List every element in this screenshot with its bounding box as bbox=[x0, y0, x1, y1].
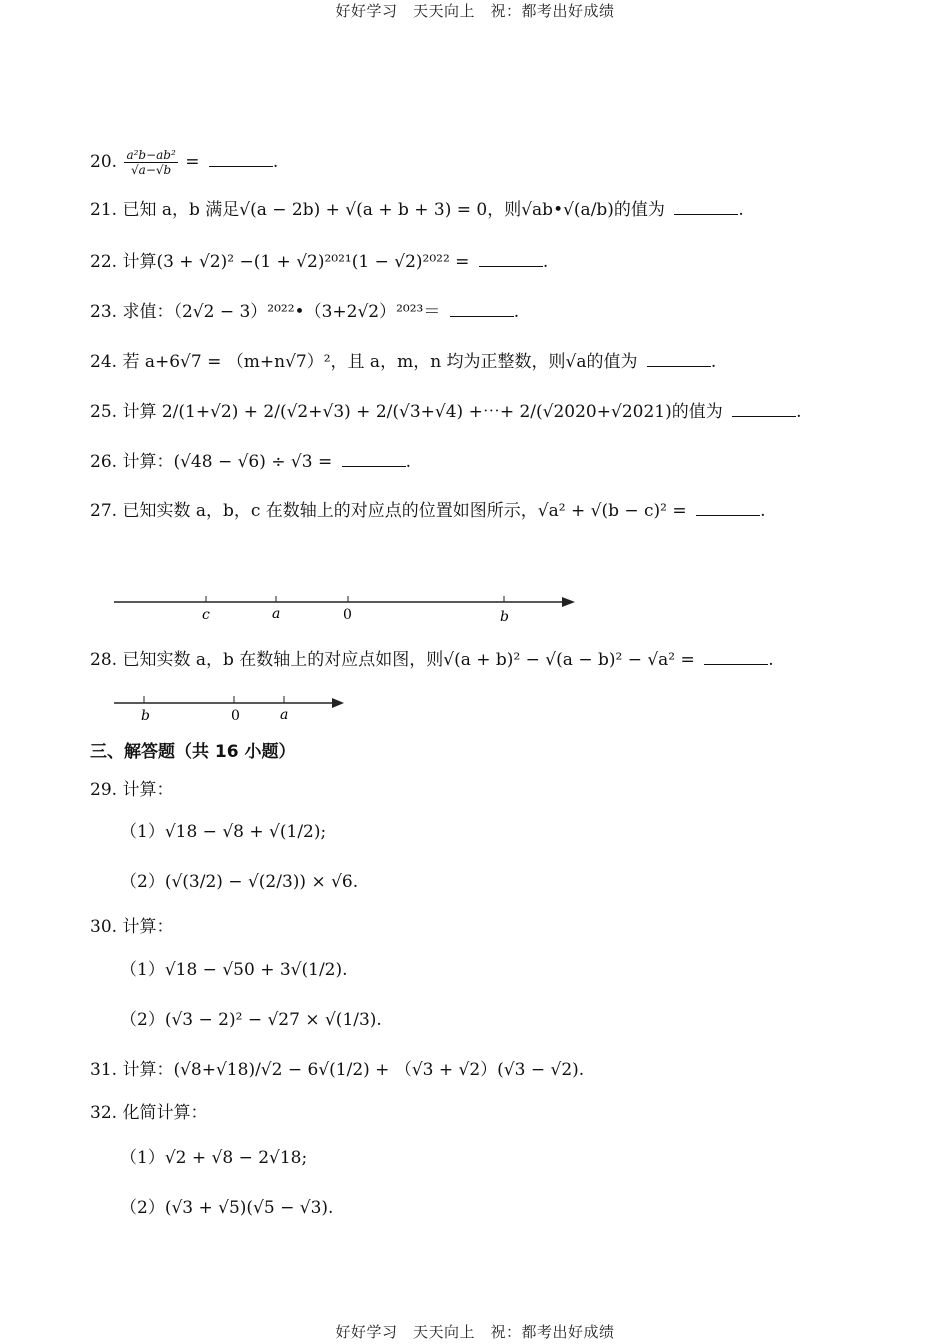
question-21: 21. 已知 a，b 满足√(a − 2b) + √(a + b + 3) = 0，则√ab•√(a/b)的值为 . bbox=[90, 200, 744, 220]
problem-30-part-2: （2）(√3 − 2)² − √27 × √(1/3). bbox=[120, 1010, 382, 1030]
fraction: $\frac{\text{a²b−ab²}}{√a-√b}$ bbox=[126, 148, 176, 177]
problem-32: 32. 化简计算： bbox=[90, 1103, 208, 1123]
answer-blank bbox=[732, 402, 796, 417]
label-a: a bbox=[280, 707, 289, 723]
problem-30: 30. 计算： bbox=[90, 917, 174, 937]
problem-32-part-1: （1）√2 + √8 − 2√18; bbox=[120, 1148, 308, 1168]
label-b: b bbox=[141, 708, 150, 724]
label-c: c bbox=[202, 607, 210, 623]
answer-blank bbox=[450, 302, 514, 317]
problem-29-part-1: （1）√18 − √8 + √(1/2); bbox=[120, 822, 327, 842]
number-line-2 bbox=[110, 690, 350, 726]
label-a: a bbox=[272, 606, 281, 622]
page-header: 好好学习 天天向上 祝：都考出好成绩 bbox=[335, 2, 615, 20]
question-28: 28. 已知实数 a，b 在数轴上的对应点如图，则√(a + b)² − √(a − b)² − √a² = . bbox=[90, 650, 774, 670]
number-line-1 bbox=[110, 588, 580, 628]
problem-32-part-2: （2）(√3 + √5)(√5 − √3). bbox=[120, 1198, 334, 1218]
problem-31: 31. 计算：(√8+√18)/√2 − 6√(1/2) + （√3 + √2）(√3 − √2). bbox=[90, 1060, 585, 1080]
problem-29-part-2: （2）(√(3/2) − √(2/3)) × √6. bbox=[120, 872, 359, 892]
question-24: 24. 若 a+6√7 = （m+n√7）²，且 a，m，n 均为正整数，则√a的值为 . bbox=[90, 352, 717, 372]
answer-blank bbox=[696, 501, 760, 516]
page-footer: 好好学习 天天向上 祝：都考出好成绩 bbox=[335, 1323, 615, 1341]
problem-29: 29. 计算： bbox=[90, 780, 174, 800]
answer-blank bbox=[704, 650, 768, 665]
question-20: 20. $\frac{\text{a²b−ab²}}{√a-√b}$ = . bbox=[90, 148, 279, 177]
answer-blank bbox=[342, 452, 406, 467]
problem-30-part-1: （1）√18 − √50 + 3√(1/2). bbox=[120, 960, 348, 980]
answer-blank bbox=[674, 200, 738, 215]
question-22: 22. 计算(3 + √2)² −(1 + √2)²⁰²¹(1 − √2)²⁰²² = . bbox=[90, 252, 549, 272]
answer-blank bbox=[647, 352, 711, 367]
question-26: 26. 计算：(√48 − √6) ÷ √3 = . bbox=[90, 452, 412, 472]
label-0: 0 bbox=[231, 708, 240, 724]
answer-blank bbox=[209, 152, 273, 167]
question-27: 27. 已知实数 a，b，c 在数轴上的对应点的位置如图所示，√a² + √(b − c)² = . bbox=[90, 501, 766, 521]
label-b: b bbox=[500, 609, 509, 625]
answer-blank bbox=[479, 252, 543, 267]
question-23: 23. 求值：（2√2 − 3）²⁰²²•（3+2√2）²⁰²³＝ . bbox=[90, 302, 520, 322]
question-25: 25. 计算 2/(1+√2) + 2/(√2+√3) + 2/(√3+√4) +⋯+ 2/(√2020+√2021)的值为 . bbox=[90, 402, 802, 422]
section-heading: 三、解答题（共 16 小题） bbox=[90, 742, 296, 762]
label-0: 0 bbox=[343, 607, 352, 623]
